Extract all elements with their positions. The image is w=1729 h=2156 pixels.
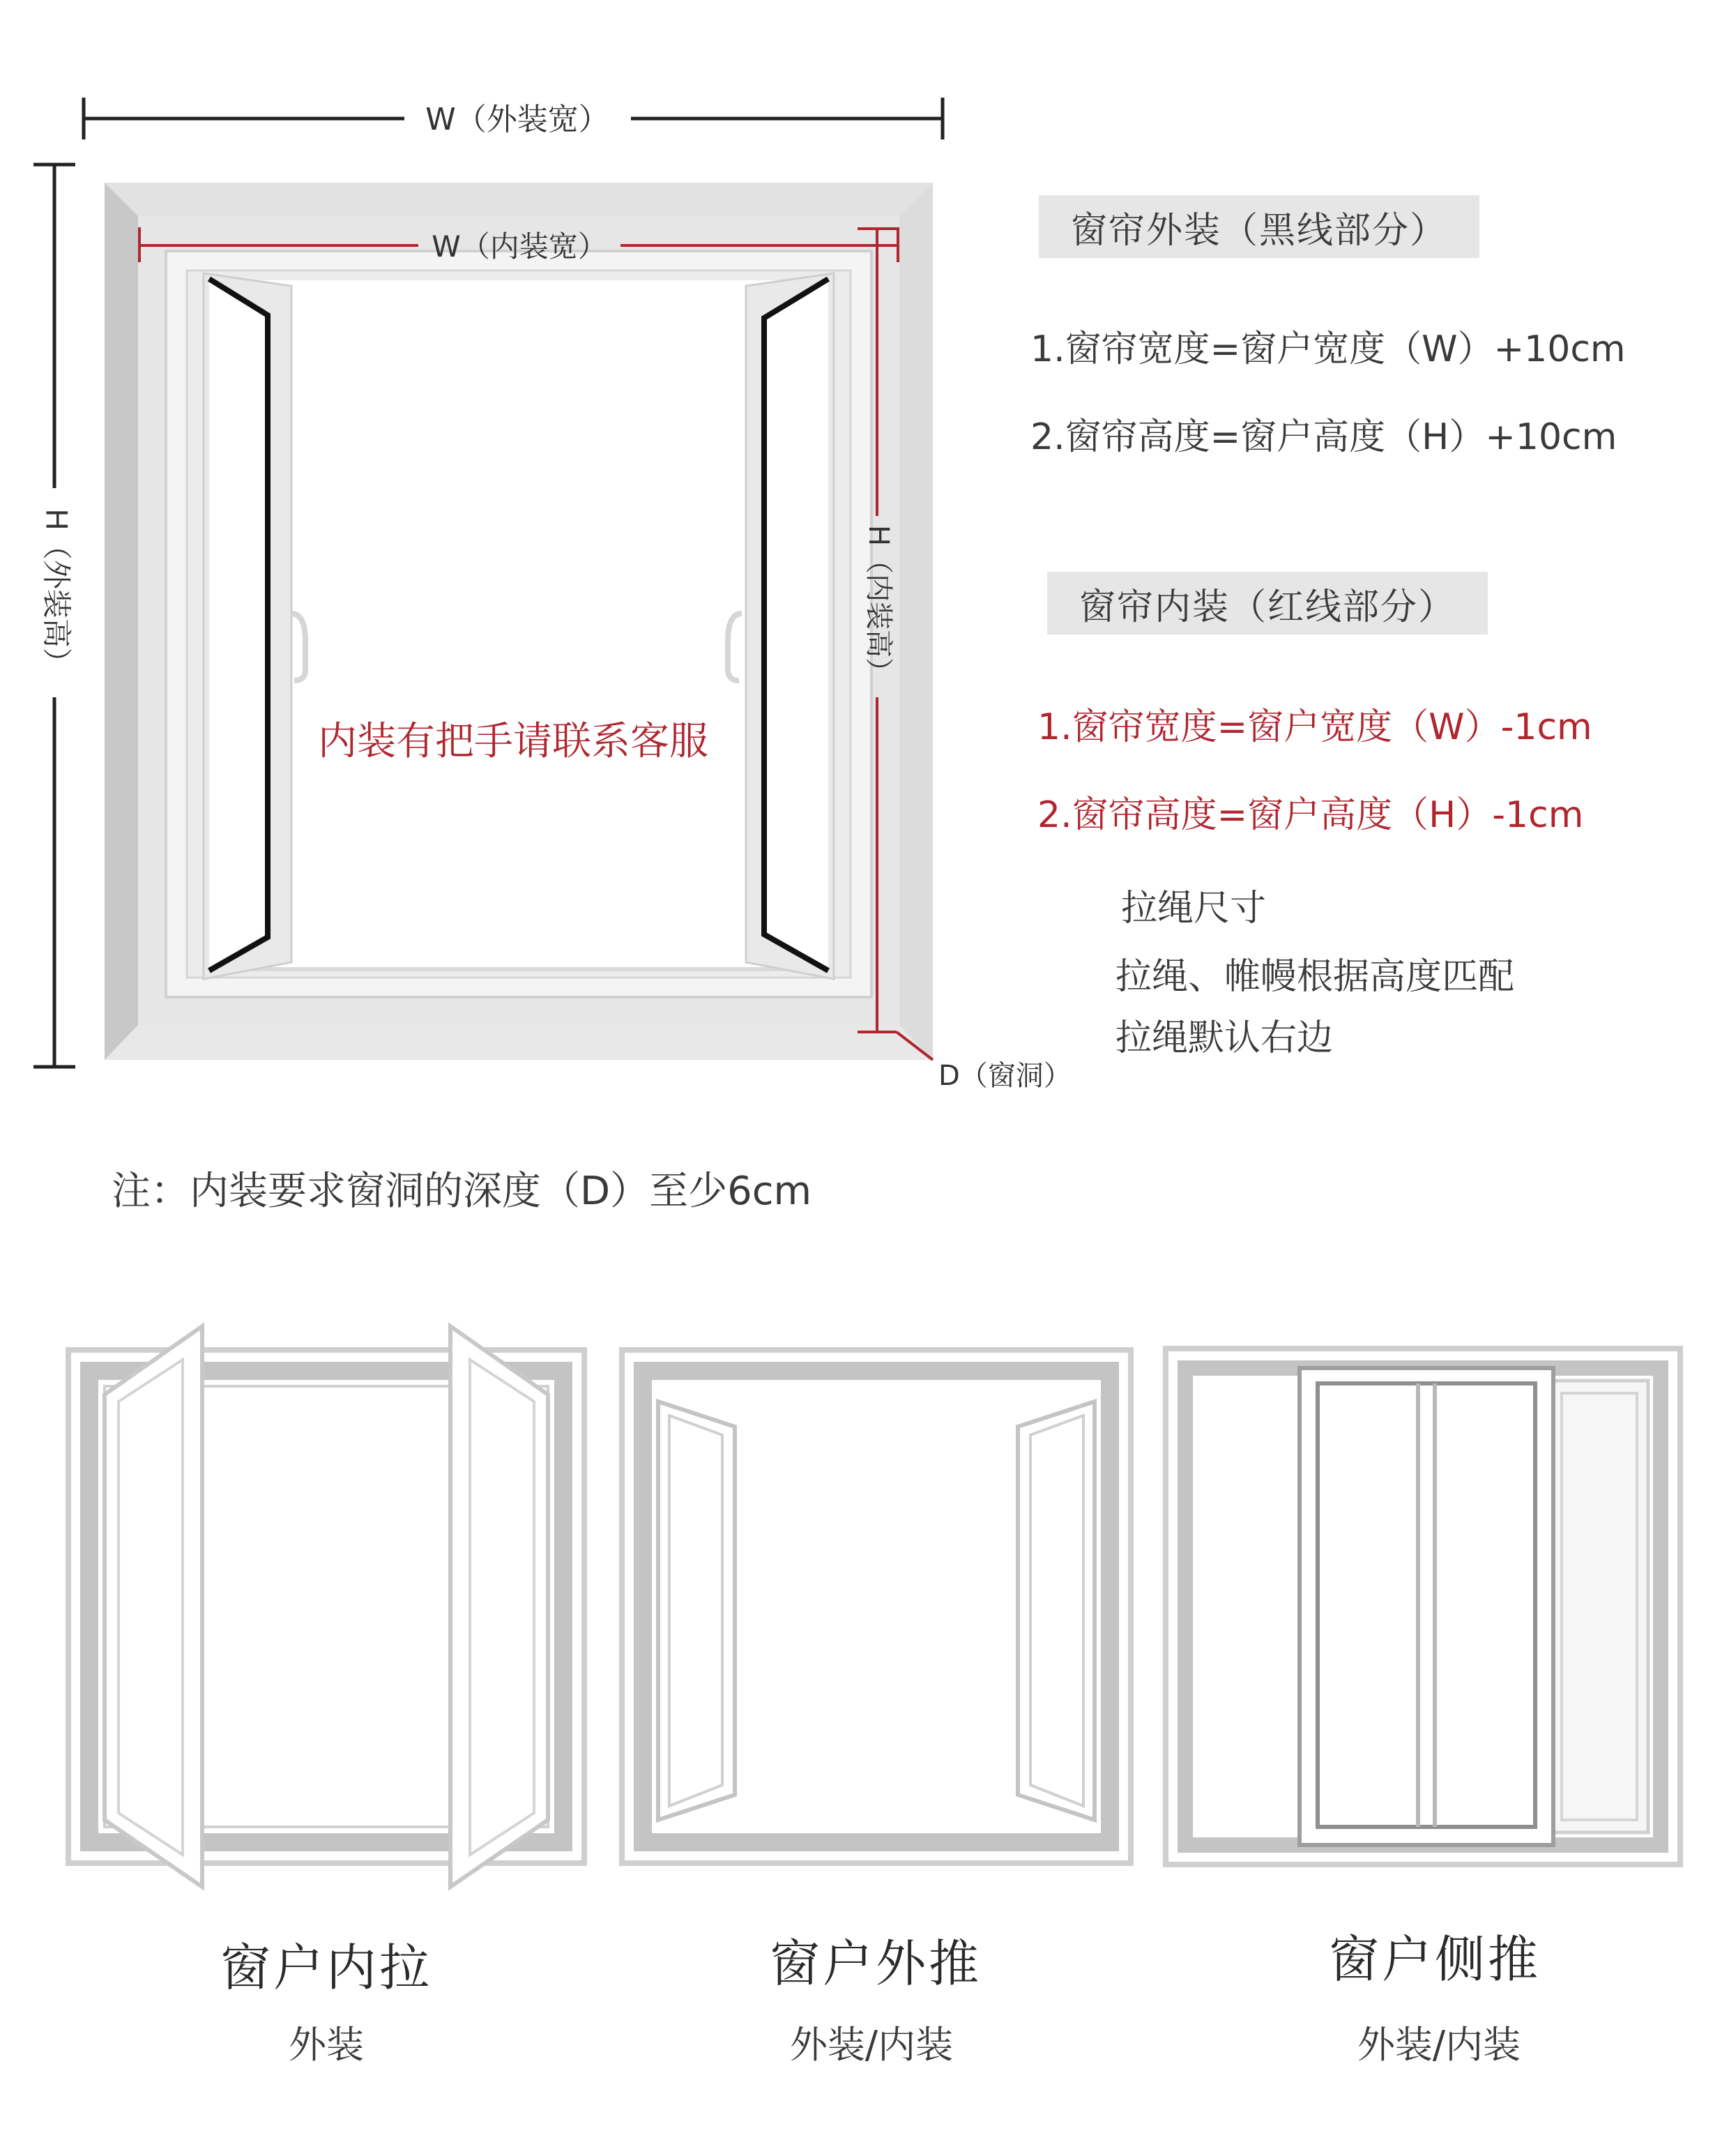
outside-mount-title: 窗帘外装（黑线部分） bbox=[1039, 195, 1479, 258]
window-type-outward-icon bbox=[622, 1350, 1131, 1863]
inner-height-label: H（内装高） bbox=[862, 524, 894, 686]
type-1-mount: 外装 bbox=[289, 2023, 364, 2067]
depth-label: D（窗洞） bbox=[938, 1060, 1072, 1092]
type-1-name: 窗户内拉 bbox=[220, 1938, 432, 1997]
type-2-mount: 外装/内装 bbox=[789, 2023, 954, 2067]
cord-line-2: 拉绳默认右边 bbox=[1115, 1017, 1334, 1059]
depth-note: 注：内装要求窗洞的深度（D）至少6cm bbox=[112, 1169, 812, 1214]
type-3-mount: 外装/内装 bbox=[1357, 2023, 1521, 2067]
outside-height-rule: 2.窗帘高度=窗户高度（H）+10cm bbox=[1030, 416, 1617, 458]
outer-height-label: H（外装高） bbox=[39, 508, 74, 677]
inner-width-label: W（内装宽） bbox=[432, 229, 607, 264]
inside-width-rule: 1.窗帘宽度=窗户宽度（W）-1cm bbox=[1037, 706, 1592, 748]
inside-height-rule: 2.窗帘高度=窗户高度（H）-1cm bbox=[1037, 794, 1584, 836]
handle-note: 内装有把手请联系客服 bbox=[318, 719, 708, 764]
cord-line-1: 拉绳、帷幔根据高度匹配 bbox=[1115, 956, 1515, 998]
type-2-name: 窗户外推 bbox=[769, 1934, 982, 1993]
cord-title: 拉绳尺寸 bbox=[1121, 888, 1267, 929]
window-type-inward-icon bbox=[68, 1326, 584, 1887]
outside-width-rule: 1.窗帘宽度=窗户宽度（W）+10cm bbox=[1030, 328, 1626, 370]
outer-width-label: W（外装宽） bbox=[425, 102, 609, 137]
type-3-name: 窗户侧推 bbox=[1328, 1930, 1541, 1989]
window-type-sliding-icon bbox=[1166, 1349, 1680, 1865]
left-sash bbox=[204, 273, 305, 979]
inside-mount-title: 窗帘内装（红线部分） bbox=[1047, 572, 1488, 635]
